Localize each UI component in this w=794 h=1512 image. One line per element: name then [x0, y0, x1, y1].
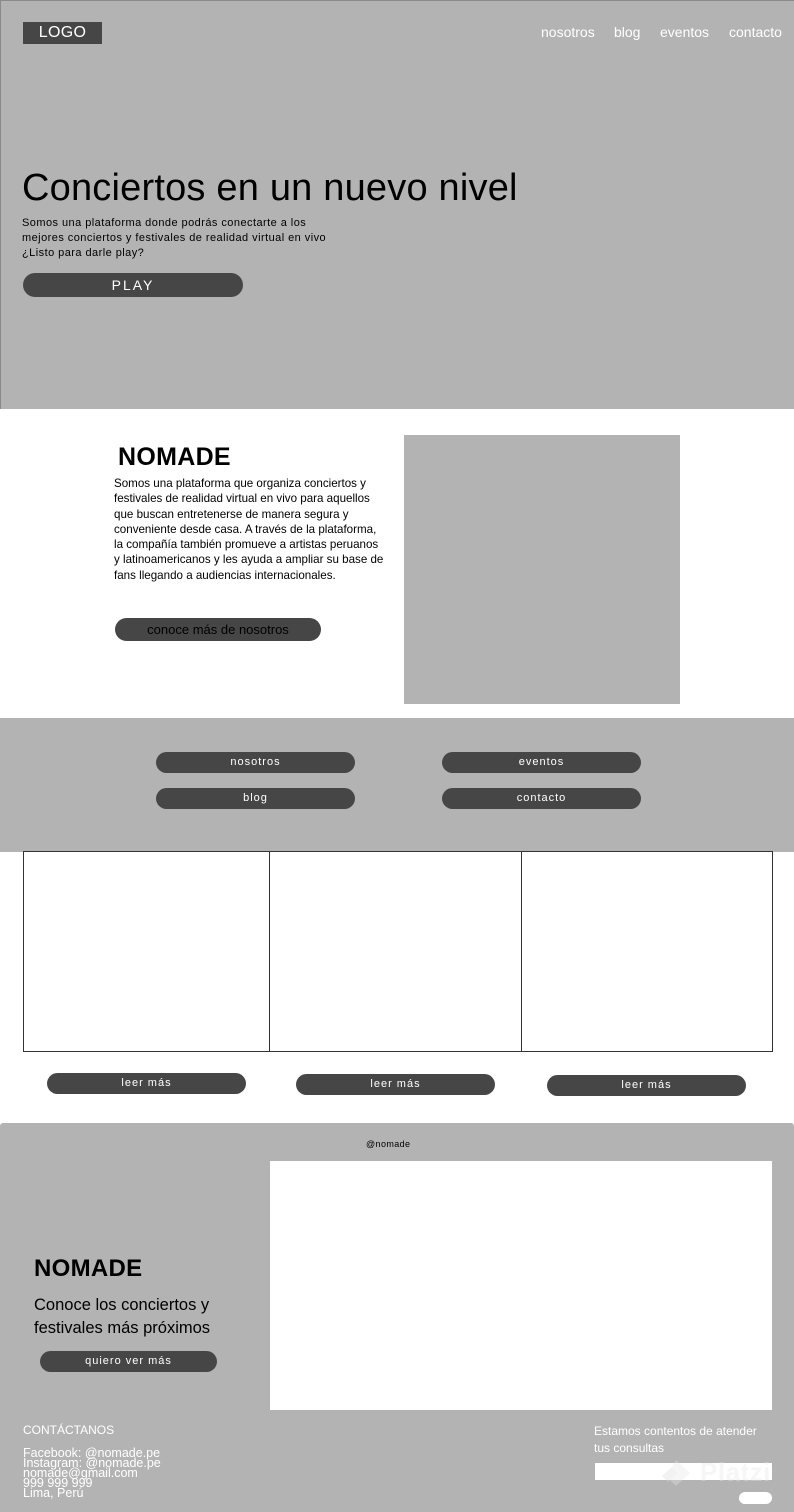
watermark-text: Platzi [700, 1457, 771, 1487]
contact-instagram[interactable]: Instagram: @nomade.pe [23, 1456, 161, 1470]
about-text: Somos una plataforma que organiza conciertos y festivales de realidad virtual en vivo para aquellos que buscan entretenerse de manera segura y conveniente desde casa. A través de la plataforma, la compañía también promueve a artistas peruanos y latinoamericanos y les ayuda a ampliar su base de fans llegando a audiencias internacionales. [114, 477, 384, 582]
card-image-placeholder [521, 851, 773, 1052]
contact-location: Lima, Perú [23, 1486, 84, 1500]
newsletter-text: Estamos contentos de atender tus consultas [594, 1424, 757, 1455]
instagram-handle[interactable]: @nomade [366, 1139, 411, 1149]
platzi-logo-icon [658, 1458, 694, 1488]
play-button[interactable]: PLAY [23, 273, 243, 297]
see-more-button[interactable]: quiero ver más [40, 1351, 217, 1372]
about-title: NOMADE [118, 443, 231, 471]
read-more-button[interactable]: leer más [296, 1074, 495, 1095]
band-button-contacto[interactable]: contacto [442, 788, 641, 809]
nav-link-eventos[interactable]: eventos [660, 24, 710, 40]
logo[interactable]: LOGO [23, 22, 102, 44]
card-image-placeholder [23, 851, 271, 1052]
hero-description: Somos una plataforma donde podrás conectarte a los mejores conciertos y festivales de realidad virtual en vivo ¿Listo para darle play? [22, 217, 327, 259]
contact-phone[interactable]: 999 999 999 [23, 1476, 93, 1490]
card-image-placeholder [269, 851, 523, 1052]
contact-facebook[interactable]: Facebook: @nomade.pe [23, 1446, 161, 1460]
about-more-button[interactable]: conoce más de nosotros [115, 618, 321, 641]
band-button-blog[interactable]: blog [156, 788, 355, 809]
hero-title: Conciertos en un nuevo nivel [22, 167, 518, 209]
contact-email[interactable]: nomade@gmail.com [23, 1466, 138, 1480]
footer-tagline: Conoce los conciertos y festivales más próximos [34, 1296, 211, 1337]
read-more-button[interactable]: leer más [547, 1075, 746, 1096]
band-button-nosotros[interactable]: nosotros [156, 752, 355, 773]
nav-link-blog[interactable]: blog [614, 24, 641, 40]
instagram-feed-placeholder [270, 1161, 772, 1410]
newsletter-submit-button[interactable] [739, 1492, 772, 1504]
nav-link-contacto[interactable]: contacto [729, 24, 782, 40]
read-more-button[interactable]: leer más [47, 1073, 246, 1094]
nav-band [0, 718, 794, 852]
band-button-eventos[interactable]: eventos [442, 752, 641, 773]
nav-link-nosotros[interactable]: nosotros [541, 24, 595, 40]
contact-title: CONTÁCTANOS [23, 1423, 115, 1437]
platzi-watermark [658, 1456, 792, 1490]
about-image-placeholder [404, 435, 680, 704]
footer-title: NOMADE [34, 1255, 143, 1282]
